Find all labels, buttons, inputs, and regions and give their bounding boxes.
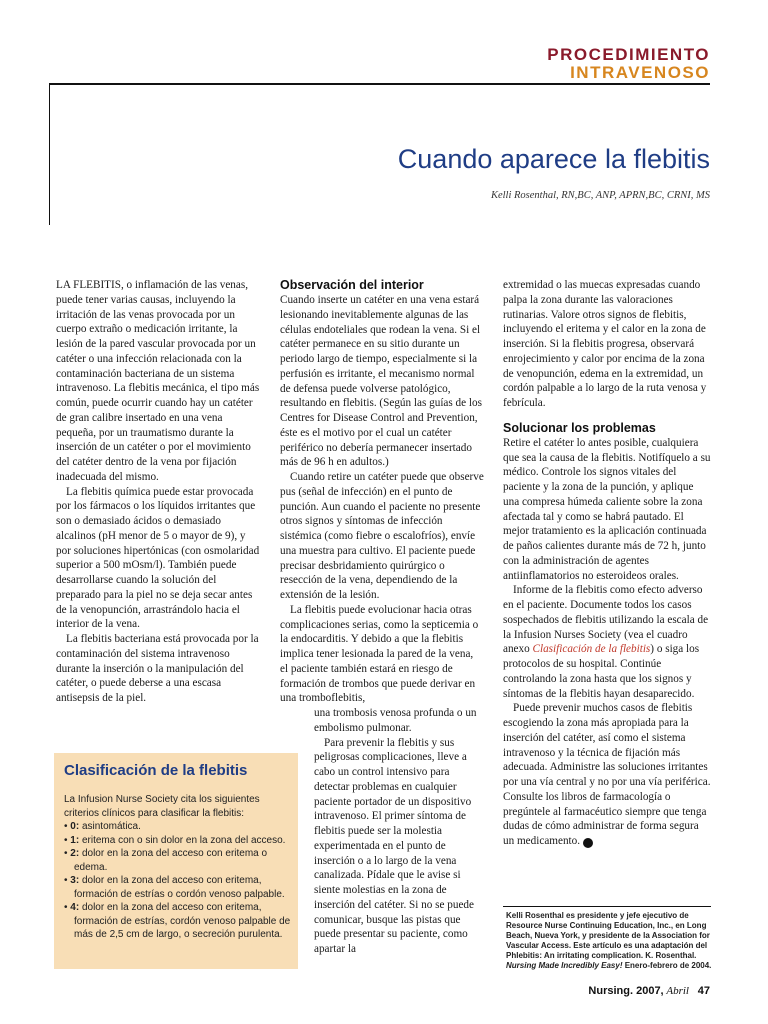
paragraph: LA FLEBITIS, o inflamación de las venas, puede tener varias causas, incluyendo la irritación de las venas provocada por un cuerpo extraño o medicación irritante, la lesión de la pared vascular provocada por un catéter o una infección relacionada con la contaminación bacteriana de un sistema intravenoso. La flebitis mecánica, el tipo más común, puede ocurrir cuando hay un catéter de gran calibre insertado en una vena pequeña, por un traumatismo durante la inserción de un catéter o por el movimiento del catéter dentro de la vena por fijación inadecuada del mismo. [56,279,260,483]
sidebar-title: Clasificación de la flebitis [64,762,248,779]
paragraph: Cuando inserte un catéter en una vena estará lesionando inevitablemente algunas de las células endoteliales que rodean la vena. Si el catéter permanece en su sitio durante un periodo largo de tiempo, especialmente si la perfusión es irritante, el mecanismo normal de defensa puede volverse patológico, resultando en flebitis. (Según las guías de los Centres for Disease Control and Prevention, éste es el motivo por el cual un catéter periférico no debería permanecer insertado más de 96 h en adultos.) [280,294,482,469]
paragraph: Cuando retire un catéter puede que observe pus (señal de infección) en el punto de punción. Aun cuando el paciente no presente otros signos y síntomas de infección sistémica (como fiebre o escalofríos), envíe una muestra para cultivo. El paciente puede precisar desbridamiento quirúrgico o resección de la vena, dependiendo de la extensión de la lesión. [280,471,484,601]
grade-item: • 1: eritema con o sin dolor en la zona del acceso. [64,834,286,846]
section-kicker-line1: PROCEDIMIENTO [547,45,710,64]
issue-month: Abril [666,985,689,997]
page-footer [588,985,710,997]
grade-item: • 2: dolor en la zona del acceso con eritema o edema. [64,848,268,873]
grade-list [64,820,292,942]
figure-reference: Clasificación de la flebitis [532,643,651,656]
paragraph: Informe de la flebitis como efecto adverso en el paciente. Documente todos los casos sospechados de flebitis utilizando la escala de la Infusion Nurses Society (vea el cuadro anexo Clasificación de la flebitis) o siga los protocolos de su hospital. Continúe controlando la zona hasta que los signos y síntomas de la flebitis hayan desaparecido. [503,584,709,700]
grade-item: • 0: asintomática. [64,821,141,832]
sidebar-box [54,753,298,969]
author-bio: Kelli Rosenthal es presidente y jefe ejecutivo de Resource Nurse Continuing Education, Inc., en Long Beach, Nueva York, y presidente de la Association for Vascular Access. Este artículo es una adaptación del Phlebitis: An irritating complication. K. Rosenthal. Nursing Made Incredibly Easy! Enero-febrero de 2004. [506,911,712,970]
section-kicker-line2: INTRAVENOSO [570,63,710,82]
column-2 [280,278,484,957]
grade-item: • 3: dolor en la zona del acceso con eritema, formación de estrías o cordón venoso palpable. [64,875,285,900]
sidebar-intro: La Infusion Nurse Society cita los siguientes criterios clínicos para clasificar la flebitis: [64,794,260,819]
section-heading: Solucionar los problemas [503,420,656,435]
header-rule [49,83,710,85]
section-heading: Observación del interior [280,278,424,292]
column-3 [503,278,711,849]
article-author: Kelli Rosenthal, RN,BC, ANP, APRN,BC, CRNI, MS [490,190,710,201]
paragraph: La flebitis bacteriana está provocada por la contaminación del sistema intravenoso durante la inserción o la manipulación del catéter, o puede deberse a una escasa antisepsis de la piel. [56,633,259,704]
paragraph: La flebitis puede evolucionar hacia otras complicaciones serias, como la septicemia o la endocarditis. Y debido a que la flebitis implica tener lesionada la pared de la vena, el paciente también estará en riesgo de formación de trombos que puede derivar en una tromboflebitis, [280,603,479,705]
page-number: 47 [697,985,710,997]
paragraph: La flebitis química puede estar provocada por los fármacos o los líquidos irritantes que son o demasiado ácidos o demasiado alcalinos (pH menor de 5 o mayor de 9), y por soluciones hipertónicas (con osmolaridad superior a 500 mOsm/l). También puede desarrollarse cuando la solución del preparado para la piel no se deja secar antes de la venopunción, arrastrándolo hacia el interior de la vena. [56,485,260,631]
end-mark-icon: N [583,838,593,848]
header-side-rule [49,83,50,225]
article-title: Cuando aparece la flebitis [397,144,710,174]
paragraph: Puede prevenir muchos casos de flebitis escogiendo la zona más apropiada para la inserción del catéter, así como el sistema intravenoso y la técnica de fijación más adecuada. Administre las soluciones irritantes por una vía central y no por una vía periférica. Consulte los libros de farmacología o pregúntele al farmacéutico siempre que tenga dudas de cómo administrar de forma segura un medicamento. N [503,702,711,847]
journal-name: Nursing. 2007, [588,985,664,997]
column-1 [56,278,260,706]
grade-item: • 4: dolor en la zona del acceso con eritema, formación de estrías, cordón venoso palpable de más de 2,5 cm de largo, o secreción purulenta. [64,902,291,940]
paragraph: Retire el catéter lo antes posible, cualquiera que sea la causa de la flebitis. Notifíquelo a su médico. Controle los signos vitales del paciente y la zona de la punción, y aplique una compresa húmeda caliente sobre la zona afectada tal y como se habrá pautado. El mejor tratamiento es la aplicación continuada de paños calientes durante más de 72 h, junto con la administración de agentes antiinflamatorios no esteroideos orales. [503,436,711,582]
paragraph: extremidad o las muecas expresadas cuando palpa la zona durante las valoraciones rutinarias. Valore otros signos de flebitis, incluyendo el eritema y el calor en la zona de inserción. Si la flebitis progresa, observará enrojecimiento y calor por encima de la zona de venopunción, edema en la extremidad, un cordón palpable a lo largo de la ruta venosa y febrícula. [503,279,707,409]
paragraph: una trombosis venosa profunda o un embolismo pulmonar. [314,707,477,734]
paragraph: Para prevenir la flebitis y sus peligrosas complicaciones, lleve a cabo un control intensivo para detectar problemas en cualquier paciente portador de un dispositivo intravenoso. El primer síntoma de flebitis puede ser la molestia experimentada en el punto de inserción o a lo largo de la vena canalizada. Pídale que le avise si siente molestias en la zona de inserción del catéter. Si no se puede comunicar, busque las pistas que puede presentar su paciente, como apartar la [314,736,474,955]
bio-rule [503,906,711,907]
